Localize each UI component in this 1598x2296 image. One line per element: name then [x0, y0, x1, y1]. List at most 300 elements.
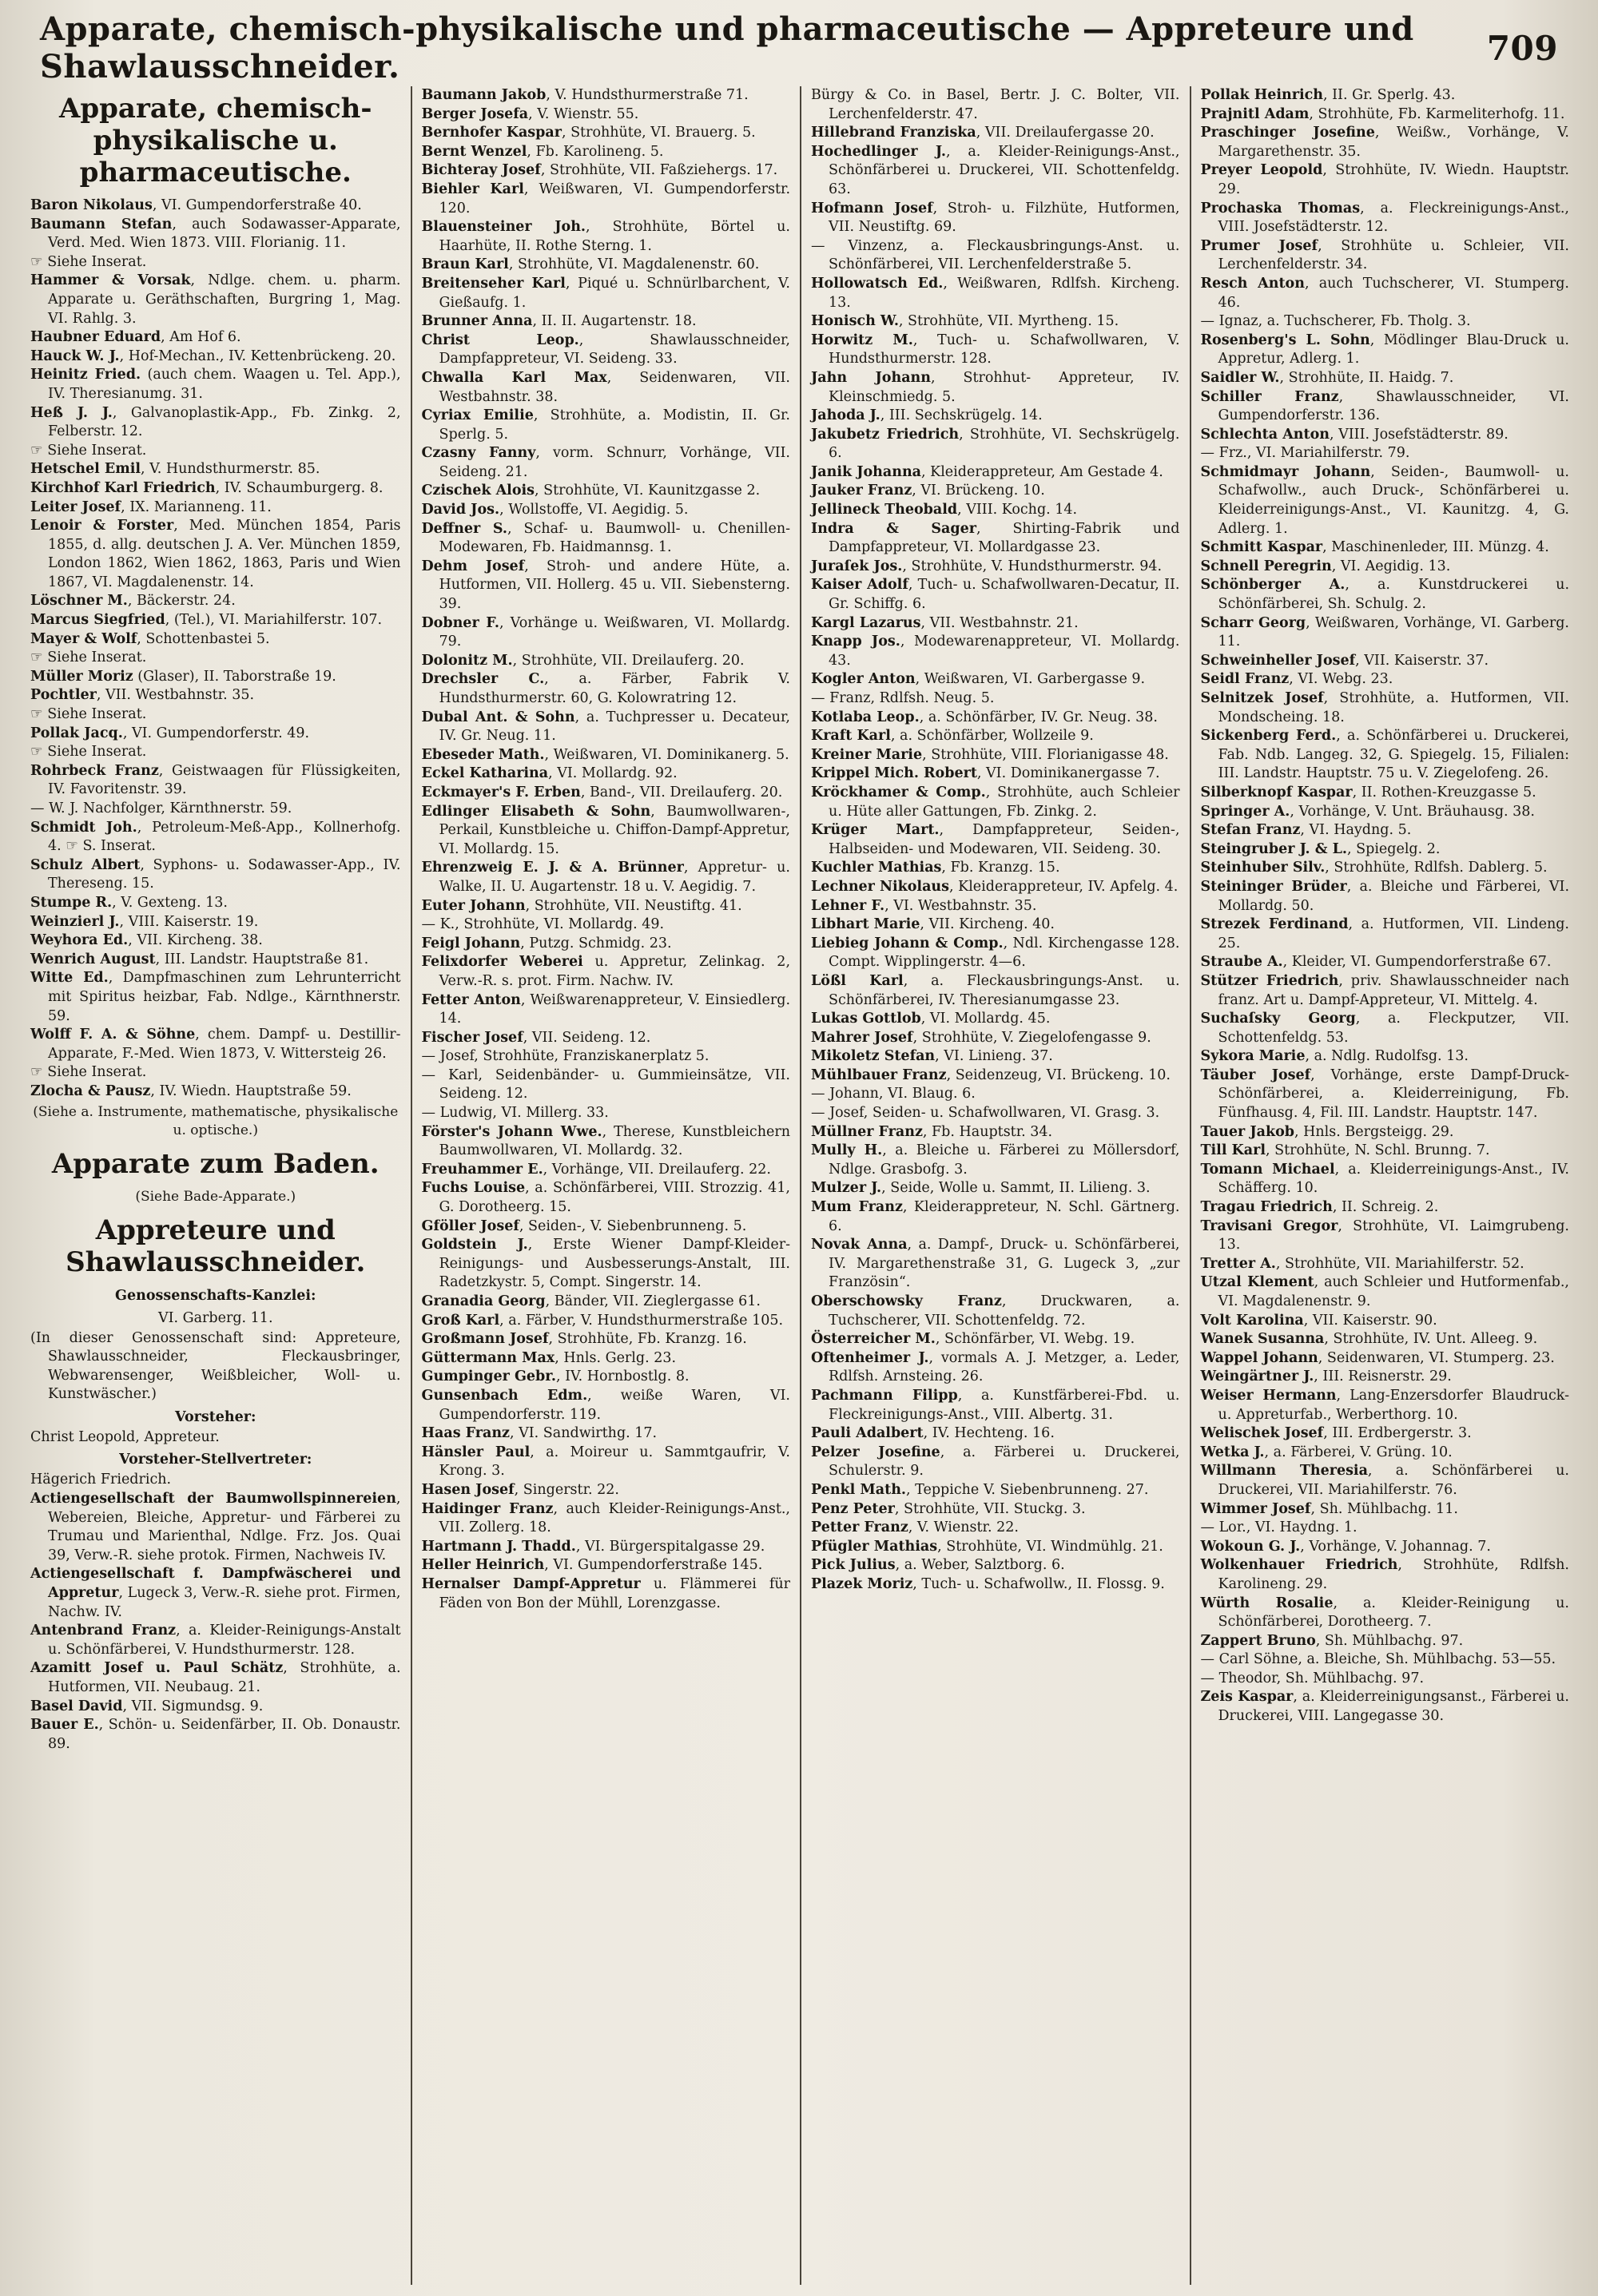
entry-details: , Seidenzeug, VI. Brückeng. 10.	[946, 1067, 1171, 1083]
directory-entry	[1201, 916, 1570, 953]
directory-entry	[1201, 1273, 1570, 1311]
directory-entry	[422, 784, 791, 803]
entry-name: Stützer Friedrich	[1200, 972, 1339, 989]
entry-details: Bürgy & Co. in Basel, Bertr. J. C. Bolter, VII. Lerchenfelderstr. 47.	[811, 87, 1180, 122]
entry-details: , VII. Kircheng. 38.	[128, 932, 263, 949]
entry-name: Hollowatsch Ed.	[811, 275, 944, 292]
entry-name: Libhart Marie	[811, 916, 920, 933]
entry-details: , Strohhüte, a. Modistin, II. Gr. Sperlg. 5.	[439, 407, 790, 443]
directory-entry	[1201, 1067, 1570, 1123]
entry-details: , a. Bleiche u. Färberei zu Möllersdorf, Ndlge. Grasbofg. 3.	[829, 1142, 1180, 1178]
entry-details: , Webereien, Bleiche, Appretur- und Färberei zu Trumau und Marienthal, Ndlge. Frz. Jos. Quai 39, Verw.-R. siehe protok. Firmen, Nachweis IV.	[48, 1491, 401, 1563]
entry-details: , Kleiderappreteur, IV. Apfelg. 4.	[949, 878, 1179, 895]
directory-entry	[811, 1010, 1180, 1029]
vorsteher-label: Vorsteher:	[175, 1408, 256, 1425]
entry-details: , IV. Hornbostlg. 8.	[556, 1368, 690, 1385]
entry-name: Pauli Adalbert	[811, 1425, 924, 1442]
directory-entry	[811, 1104, 1180, 1123]
directory-entry	[1201, 369, 1570, 388]
directory-entry	[422, 709, 791, 746]
directory-entry	[1201, 972, 1570, 1010]
entry-name: Juraſek Jos.	[811, 558, 903, 574]
directory-entry	[811, 897, 1180, 916]
directory-entry	[422, 897, 791, 916]
directory-entry	[30, 686, 401, 705]
section-title-baden: Apparate zum Baden.	[51, 1147, 380, 1180]
directory-entry	[811, 143, 1180, 200]
entry-details: , Seiden-, Baumwoll- u. Schafwollw., auch Druck-, Schönfärberei u. Kleiderreinigungs-Anst., VI. Kaunitzg. 4, G. Adlerg. 1.	[1218, 463, 1569, 537]
directory-entry	[1201, 784, 1570, 803]
directory-entry	[1201, 124, 1570, 161]
entry-name: Travisani Gregor	[1200, 1218, 1338, 1234]
entry-name: Haidinger Franz	[421, 1500, 554, 1517]
entry-details: , III. Reisnerstr. 29.	[1314, 1368, 1452, 1385]
directory-entry	[1201, 444, 1570, 463]
directory-entry	[30, 1716, 401, 1754]
directory-entry	[30, 1565, 401, 1622]
entry-details: , a. Kleiderreinigungs-Anst., IV. Schäfferg. 10.	[1218, 1161, 1569, 1197]
section-title-appreteure: Appreteure und Shawlausschneider.	[66, 1214, 366, 1278]
entry-details: , Strohhüte, VII. Dreilauferg. 20.	[512, 652, 745, 669]
entry-details: , IX. Marianneng. 11.	[121, 499, 272, 515]
directory-entry	[1201, 275, 1570, 312]
entry-details: , Strohhüte, IV. Wiedn. Hauptstr. 29.	[1218, 162, 1569, 197]
directory-entry	[811, 576, 1180, 614]
entry-details: , weiße Waren, VI. Gumpendorferstr. 119.	[439, 1387, 790, 1423]
entry-name: Lukas Gottlob	[811, 1011, 921, 1027]
directory-entry	[811, 878, 1180, 897]
entry-name: Oberschowsky Franz	[811, 1293, 1002, 1309]
directory-entry	[422, 1444, 791, 1481]
entry-details: , a. Fleckreinigungs-Anst., VIII. Josefstädterstr. 12.	[1218, 200, 1569, 236]
section-note: (Siehe a. Instrumente, mathematische, physikalische u. optische.)	[33, 1103, 399, 1138]
entry-list	[422, 86, 791, 1613]
directory-entry	[422, 1293, 791, 1312]
entry-details: — Lor., VI. Haydng. 1.	[1200, 1519, 1358, 1536]
entry-details: , Schönfärber, VI. Webg. 19.	[935, 1331, 1135, 1348]
entry-details: , V. Wienstr. 55.	[528, 105, 639, 122]
directory-entry	[811, 124, 1180, 143]
entry-details: , Strohhut- Appreteur, IV. Kleinschmiedg. 5.	[829, 369, 1180, 405]
entry-name: Hofmann Josef	[811, 200, 933, 216]
entry-details: , Weißwaren, VI. Gumpendorferstr. 120.	[439, 181, 791, 216]
directory-entry	[811, 1575, 1180, 1595]
entry-name: Utzal Klement	[1200, 1274, 1314, 1291]
entry-details: , VI. Sandwirthg. 17.	[510, 1425, 658, 1442]
entry-details: , VII. Kaiserstr. 37.	[1355, 652, 1489, 669]
directory-entry	[811, 520, 1180, 558]
entry-details: ☞ Siehe Inserat.	[30, 1064, 147, 1081]
directory-entry	[1201, 1462, 1570, 1500]
entry-details: , a. Hutformen, VII. Lindeng. 25.	[1218, 916, 1569, 951]
directory-entry	[811, 332, 1180, 369]
directory-entry	[1201, 1255, 1570, 1274]
directory-entry	[30, 725, 401, 744]
entry-name: Kröckhamer & Comp.	[811, 784, 986, 800]
entry-details: , Piqué u. Schnürlbarchent, V. Gießaufg. 1.	[439, 275, 790, 311]
entry-details: , Ndl. Kirchengasse 128. Compt. Wipplingerstr. 4—6.	[829, 935, 1180, 971]
entry-name: Lehner F.	[811, 897, 885, 914]
directory-entry	[1201, 1349, 1570, 1368]
directory-entry	[811, 1198, 1180, 1236]
entry-name: Pochtler	[30, 687, 97, 704]
entry-name: Bernt Wenzel	[421, 143, 527, 160]
entry-name: Zeis Kaspar	[1200, 1689, 1294, 1706]
entry-details: , Dampfmaschinen zum Lehrunterricht mit Spiritus heizbar, Fab. Ndlge., Kärnthnerstr. 59.	[48, 970, 401, 1024]
entry-details: , VI. Gumpendorferstr. 49.	[122, 725, 310, 741]
entry-details: , a. Schönfärberei u. Druckerei, VII. Mariahilferstr. 76.	[1218, 1463, 1569, 1498]
entry-details: , VIII. Kochg. 14.	[957, 502, 1078, 518]
entry-details: , Strohhüte u. Schleier, VII. Lerchenfelderstr. 34.	[1218, 237, 1569, 273]
entry-details: , Strohhüte, VII. Myrtheng. 15.	[898, 313, 1119, 330]
directory-entry	[1201, 388, 1570, 426]
directory-entry	[422, 1067, 791, 1104]
entry-details: — Theodor, Sh. Mühlbachg. 97.	[1200, 1670, 1425, 1686]
column-2	[411, 86, 801, 2285]
entry-details: , IV. Wiedn. Hauptstraße 59.	[150, 1082, 352, 1099]
page-number: 709	[1486, 28, 1558, 68]
directory-entry	[30, 328, 401, 348]
directory-entry	[811, 1067, 1180, 1086]
entry-details: , Strohhüte, VI. Windmühlg. 21.	[937, 1538, 1163, 1555]
entry-details: , a. Tuchpresser u. Decateur, IV. Gr. Neug. 11.	[439, 709, 790, 745]
entry-name: Heinitz Fried.	[30, 367, 141, 383]
directory-entry	[30, 856, 401, 894]
entry-name: Preyer Leopold	[1200, 162, 1323, 179]
entry-details: , a. Kunstfärberei-Fbd. u. Fleckreinigungs-Anst., VIII. Albertg. 31.	[829, 1387, 1180, 1423]
directory-entry	[30, 894, 401, 913]
entry-name: Witte Ed.	[30, 970, 109, 987]
entry-name: Groß Karl	[421, 1312, 500, 1329]
entry-details: , a. Schönfärber, Wollzeile 9.	[890, 728, 1094, 745]
entry-name: Horwitz M.	[811, 332, 913, 348]
directory-entry	[1201, 953, 1570, 972]
directory-entry	[30, 517, 401, 592]
directory-entry	[1201, 1123, 1570, 1142]
directory-entry	[1201, 538, 1570, 558]
entry-details: , II. II. Augartenstr. 18.	[532, 313, 697, 330]
entry-name: Wappel Johann	[1200, 1349, 1318, 1366]
entry-details: , Strohhüte, IV. Unt. Alleeg. 9.	[1324, 1331, 1538, 1348]
entry-details: , VI. Westbahnstr. 35.	[884, 897, 1037, 914]
entry-name: Eckmayer's F. Erben	[421, 784, 581, 800]
entry-details: , Kleiderappreteur, N. Schl. Gärtnerg. 6.	[829, 1199, 1180, 1234]
entry-details: ☞ Siehe Inserat.	[30, 442, 147, 459]
entry-details: , Strohhüte, VI. Brauerg. 5.	[561, 125, 756, 141]
directory-entry	[422, 124, 791, 143]
directory-entry	[422, 1104, 791, 1123]
directory-entry	[422, 1481, 791, 1500]
entry-details: , Shawlausschneider, Dampfappreteur, VI. Seideng. 33.	[439, 332, 790, 367]
entry-name: Braun Karl	[421, 256, 509, 273]
directory-entry	[422, 444, 791, 482]
entry-details: , Tuch- u. Schafwollwaren, V. Hundsthurmerstr. 128.	[829, 332, 1180, 367]
entry-details: , Baumwollwaren-, Perkail, Kunstbleiche u. Chiffon-Dampf-Appretur, VI. Mollardg. 15.	[439, 803, 790, 857]
directory-entry	[1201, 1142, 1570, 1161]
entry-name: Würth Rosalie	[1200, 1595, 1334, 1611]
entry-details: , Erste Wiener Dampf-Kleider-Reinigungs- und Ausbesserungs-Anstalt, III. Radetzkystr. 5, Compt. Singerstr. 14.	[439, 1237, 790, 1291]
entry-name: Wanek Susanna	[1200, 1331, 1325, 1348]
kanzlei-label: Genossenschafts-Kanzlei:	[115, 1287, 316, 1304]
directory-entry	[422, 953, 791, 991]
directory-entry	[422, 1424, 791, 1444]
entry-name: Penz Peter	[811, 1500, 895, 1517]
entry-name: Kogler Anton	[811, 671, 916, 688]
directory-entry	[811, 1142, 1180, 1179]
entry-name: Pollak Heinrich	[1200, 87, 1324, 103]
directory-entry	[30, 668, 401, 687]
directory-entry	[1201, 1198, 1570, 1218]
entry-details: , Weißwaren, VI. Garbergasse 9.	[915, 671, 1146, 688]
entry-name: Schmidmayr Johann	[1200, 463, 1371, 480]
entry-name: Kaiser Adolf	[811, 577, 908, 594]
directory-entry	[30, 272, 401, 328]
entry-details: , Band-, VII. Dreilauferg. 20.	[580, 784, 783, 800]
entry-name: Selnitzek Josef	[1200, 690, 1324, 706]
entry-details: , Weißw., Vorhänge, V. Margarethenstr. 35.	[1218, 125, 1569, 160]
entry-name: Hillebrand Franziska	[811, 125, 976, 141]
entry-details: , V. Hundsthurmerstraße 71.	[546, 87, 749, 103]
directory-entry	[811, 1123, 1180, 1142]
entry-name: Schlechta Anton	[1200, 426, 1330, 443]
entry-details: , a. Moireur u. Sammtgaufrir, V. Krong. 3.	[439, 1444, 790, 1480]
entry-details: , a. Kleider-Reinigung u. Schönfärberei, Dorotheerg. 7.	[1218, 1595, 1569, 1631]
directory-entry	[1201, 237, 1570, 275]
directory-entry	[811, 200, 1180, 237]
directory-entry	[1201, 1670, 1570, 1689]
entry-details: , Putzg. Schmidg. 23.	[520, 935, 672, 951]
directory-entry	[30, 800, 401, 819]
directory-entry	[1201, 1424, 1570, 1444]
directory-entry	[811, 463, 1180, 483]
directory-entry	[1201, 689, 1570, 727]
directory-entry	[422, 256, 791, 275]
entry-details: , auch Kleider-Reinigungs-Anst., VII. Zollerg. 18.	[439, 1500, 790, 1536]
entry-details: , VI. Aegidig. 13.	[1331, 558, 1451, 574]
directory-entry	[811, 821, 1180, 859]
entry-details: , V. Hundsthurmerstr. 85.	[141, 461, 320, 478]
entry-details: , auch Sodawasser-Apparate, Verd. Med. Wien 1873. VIII. Florianig. 11.	[48, 216, 401, 252]
directory-entry	[811, 86, 1180, 124]
entry-details: , Druckwaren, a. Tuchscherer, VII. Schottenfeldg. 72.	[829, 1293, 1180, 1329]
entry-details: , Strohhüte, VIII. Florianigasse 48.	[922, 746, 1169, 763]
entry-details: , Strohhüte, VII. Faßziehergs. 17.	[540, 162, 778, 179]
entry-details: , VI. Gumpendorferstraße 145.	[544, 1557, 763, 1574]
entry-name: Baumann Jakob	[421, 87, 547, 103]
directory-entry	[30, 762, 401, 800]
directory-entry	[811, 1179, 1180, 1198]
column-1	[21, 86, 411, 2285]
entry-name: Liebieg Johann & Comp.	[811, 935, 1004, 951]
directory-entry	[1201, 1047, 1570, 1067]
entry-details: , VII. Kaiserstr. 90.	[1303, 1312, 1437, 1329]
entry-name: Goldstein J.	[421, 1237, 528, 1253]
entry-details: , Hnls. Bergsteigg. 29.	[1294, 1123, 1454, 1140]
entry-details: , Dampfappreteur, Seiden-, Halbseiden- und Modewaren, VII. Seideng. 30.	[829, 822, 1180, 857]
entry-name: Eckel Katharina	[421, 765, 549, 782]
directory-entry	[1201, 200, 1570, 237]
entry-details: — Johann, VI. Blaug. 6.	[811, 1086, 976, 1102]
directory-entry	[422, 1538, 791, 1557]
directory-entry	[422, 991, 791, 1029]
entry-name: Cyriax Emilie	[421, 407, 534, 424]
entry-name: Pick Julius	[811, 1557, 896, 1574]
entry-details: , Kleiderappreteur, Am Gestade 4.	[921, 463, 1163, 480]
vorsteher-name: Christ Leopold, Appreteur.	[30, 1428, 220, 1445]
directory-entry	[811, 1444, 1180, 1481]
entry-details: , Med. München 1854, Paris 1855, d. allg. deutschen J. A. Ver. München 1859, London 1862, Wien 1862, 1863, Paris und Wien 1867, VI. Magdalenenstr. 14.	[48, 518, 401, 590]
entry-details: , Bänder, VII. Zieglergasse 61.	[545, 1293, 761, 1309]
entry-details: , Stroh- u. Filzhüte, Hutformen, VII. Neustiftg. 69.	[829, 200, 1180, 236]
entry-name: Ehrenzweig E. J. & A. Brünner	[421, 860, 684, 876]
entry-details: , a. Färber, V. Hundsthurmerstraße 105.	[499, 1312, 784, 1329]
directory-entry	[811, 1500, 1180, 1519]
entry-name: Volt Karolina	[1200, 1312, 1304, 1329]
entry-details: , Am Hof 6.	[161, 329, 241, 346]
directory-entry	[30, 1026, 401, 1063]
entry-name: Wokoun G. J.	[1200, 1538, 1301, 1555]
entry-details: , VI. Gumpendorferstraße 40.	[152, 197, 362, 213]
entry-details: , a. Fleckputzer, VII. Schottenfeldg. 53.	[1218, 1011, 1569, 1046]
directory-entry	[422, 369, 791, 407]
directory-entry	[422, 218, 791, 256]
entry-details: , Teppiche V. Siebenbrunneng. 27.	[906, 1481, 1149, 1498]
entry-name: Steininger Brüder	[1200, 878, 1347, 895]
directory-entry	[422, 520, 791, 558]
directory-entry	[30, 1082, 401, 1102]
entry-details: , (Tel.), VI. Mariahilferstr. 107.	[165, 612, 383, 629]
directory-entry	[811, 709, 1180, 728]
entry-details: , VII. Westbahnstr. 21.	[920, 614, 1079, 631]
directory-entry	[811, 1047, 1180, 1067]
entry-details: , a. Kleider-Reinigungs-Anstalt u. Schönfärberei, V. Hundsthurmerstr. 128.	[48, 1623, 401, 1658]
entry-name: Straube A.	[1200, 954, 1283, 971]
entry-details: , Hnls. Gerlg. 23.	[555, 1349, 677, 1366]
entry-details: , Strohhüte, Rdlfsh. Dablerg. 5.	[1325, 860, 1548, 876]
entry-details: , VII. Sigmundsg. 9.	[122, 1698, 264, 1714]
directory-entry	[30, 592, 401, 611]
directory-entry	[1201, 614, 1570, 652]
entry-name: Brunner Anna	[421, 313, 533, 330]
directory-entry	[1201, 1688, 1570, 1726]
directory-entry	[1201, 1500, 1570, 1519]
directory-entry	[1201, 1595, 1570, 1632]
entry-details: , Singerstr. 22.	[514, 1481, 619, 1498]
entry-details: , V. Wienstr. 22.	[908, 1519, 1019, 1536]
directory-entry	[811, 1085, 1180, 1104]
directory-entry	[422, 482, 791, 501]
directory-entry	[422, 1368, 791, 1387]
directory-entry	[422, 1349, 791, 1368]
entry-name: Actiengesellschaft der Baumwollspinnereien	[30, 1491, 396, 1507]
entry-name: Müllner Franz	[811, 1123, 923, 1140]
entry-name: Förster's Johann Wwe.	[421, 1123, 602, 1140]
directory-entry	[422, 143, 791, 162]
entry-details: , Vorhänge, VII. Dreilauferg. 22.	[543, 1161, 771, 1178]
directory-entry	[30, 1659, 401, 1697]
entry-name: Welischek Josef	[1200, 1425, 1324, 1442]
directory-entry	[1201, 803, 1570, 822]
entry-name: Rohrbeck Franz	[30, 762, 159, 779]
entry-name: Stumpe R.	[30, 894, 113, 911]
column-4	[1190, 86, 1580, 2285]
entry-details: — W. J. Nachfolger, Kärnthnerstr. 59.	[30, 800, 292, 816]
entry-details: , Strohhüte, N. Schl. Brunng. 7.	[1265, 1142, 1490, 1159]
entry-name: Prochaska Thomas	[1200, 200, 1361, 216]
directory-entry	[422, 407, 791, 444]
directory-entry	[30, 348, 401, 367]
entry-name: Haas Franz	[421, 1425, 510, 1442]
entry-details: — Frz., VI. Mariahilferstr. 79.	[1200, 445, 1410, 462]
entry-details: — Josef, Seiden- u. Schafwollwaren, VI. Grasg. 3.	[811, 1105, 1160, 1122]
entry-details: , Bäckerstr. 24.	[127, 593, 236, 610]
directory-entry	[30, 705, 401, 725]
entry-name: Schönberger A.	[1200, 577, 1346, 594]
entry-details: , Strohhüte, VI. Kaunitzgasse 2.	[535, 483, 761, 499]
directory-entry	[1201, 105, 1570, 125]
directory-entry	[30, 649, 401, 668]
entry-details: , VI. Haydng. 5.	[1300, 822, 1412, 839]
entry-details: , IV. Hechteng. 16.	[923, 1425, 1055, 1442]
entry-details: , vormals A. J. Metzger, a. Leder, Rdlfsh. Arnsteing. 26.	[829, 1349, 1180, 1385]
entry-name: Springer A.	[1200, 803, 1290, 820]
entry-details: , VII. Kircheng. 40.	[920, 916, 1055, 933]
entry-details: , Vorhänge, V. Unt. Bräuhausg. 38.	[1290, 803, 1535, 820]
entry-details: , VI. Linieng. 37.	[935, 1048, 1053, 1065]
entry-name: Sykora Marie	[1200, 1048, 1306, 1065]
directory-entry	[422, 501, 791, 520]
directory-entry	[422, 105, 791, 125]
entry-details: , Fb. Hauptstr. 34.	[922, 1123, 1053, 1140]
entry-name: Bichteray Josef	[421, 162, 541, 179]
directory-entry	[422, 181, 791, 218]
directory-entry	[422, 86, 791, 105]
running-head	[40, 10, 1558, 85]
entry-name: Chwalla Karl Max	[421, 369, 607, 386]
entry-name: Czischek Alois	[421, 483, 535, 499]
entry-details: , Strohhüte, VI. Sechskrügelg. 6.	[829, 426, 1180, 462]
entry-details: , Ndlge. chem. u. pharm. Apparate u. Geräthschaften, Burgring 1, Mag. VI. Rahlg. 3.	[48, 272, 401, 327]
columns	[21, 86, 1579, 2285]
directory-entry	[1201, 1650, 1570, 1670]
entry-name: Knapp Jos.	[811, 634, 900, 650]
entry-name: Wolff F. A. & Söhne	[30, 1027, 196, 1043]
section-note: (Siehe Bade-Apparate.)	[135, 1188, 296, 1205]
entry-name: Edlinger Elisabeth & Sohn	[421, 803, 651, 820]
entry-name: Saidler W.	[1200, 369, 1280, 386]
entry-name: Hauck W. J.	[30, 348, 120, 364]
directory-entry	[1201, 652, 1570, 671]
directory-entry	[1201, 1538, 1570, 1557]
entry-details: , auch Tuchscherer, VI. Stumperg. 46.	[1218, 275, 1569, 311]
directory-entry	[811, 1519, 1180, 1538]
entry-name: Hammer & Vorsak	[30, 272, 191, 289]
directory-entry	[422, 1387, 791, 1424]
directory-entry	[422, 746, 791, 765]
entry-details: , Strohhüte, Rdlfsh. Karolineng. 29.	[1218, 1557, 1569, 1592]
directory-entry	[422, 1161, 791, 1180]
directory-entry	[811, 765, 1180, 784]
directory-entry	[1201, 86, 1570, 105]
directory-entry	[1201, 670, 1570, 689]
directory-entry	[811, 275, 1180, 312]
entry-name: Steinhuber Silv.	[1200, 860, 1326, 876]
entry-details: , a. Kleider-Reinigungs-Anst., Schönfärberei u. Druckerei, VII. Schottenfeldg. 63.	[829, 143, 1180, 197]
directory-entry	[811, 369, 1180, 407]
entry-name: Freuhammer E.	[421, 1161, 543, 1178]
entry-list	[811, 86, 1180, 1595]
entry-name: Weinzierl J.	[30, 913, 120, 930]
